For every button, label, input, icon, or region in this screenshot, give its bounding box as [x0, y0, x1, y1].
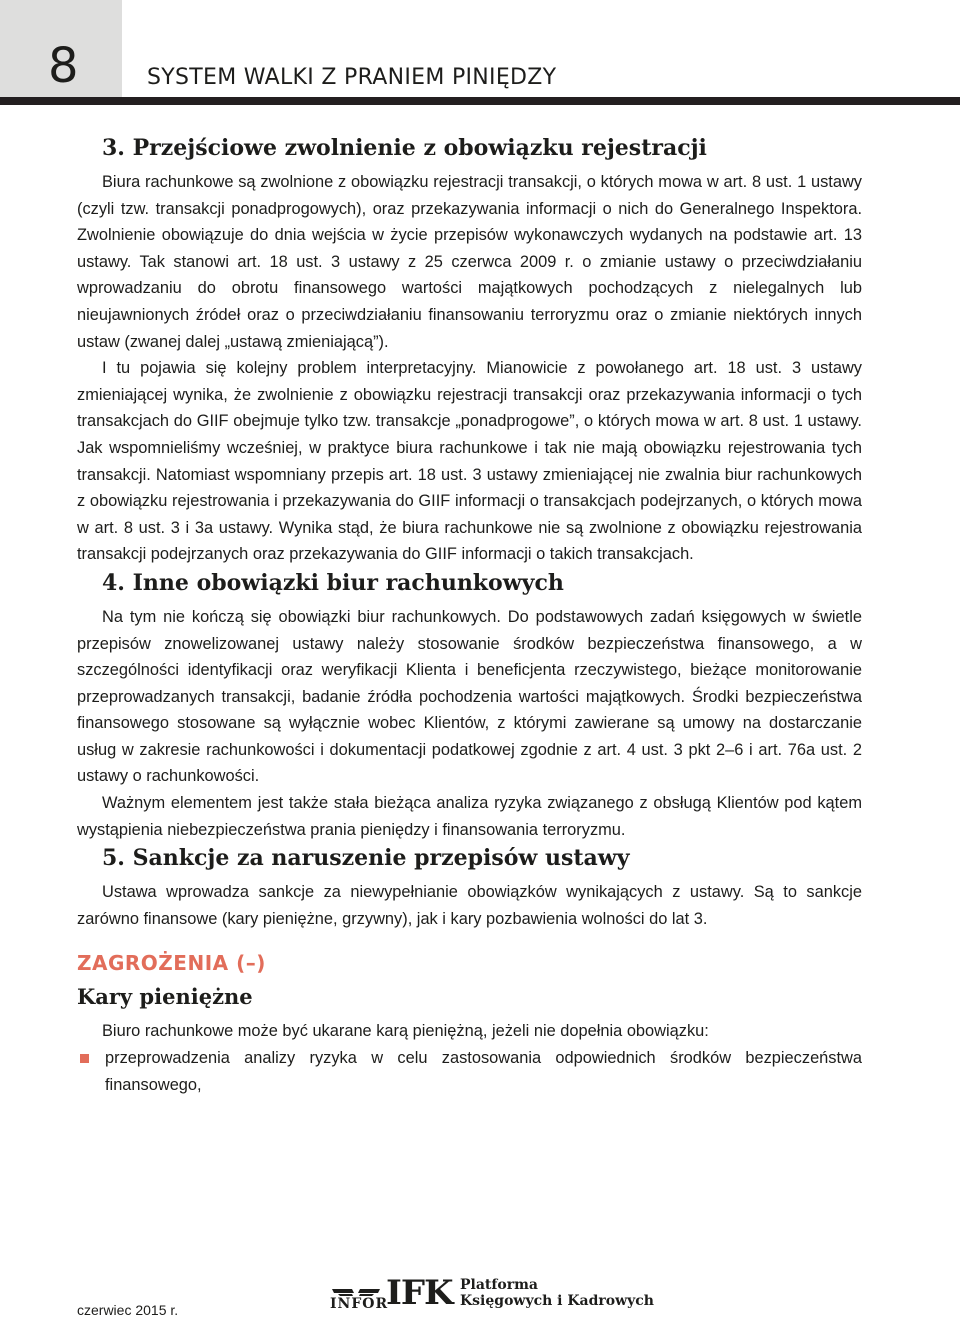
penalties-intro: Biuro rachunkowe może być ukarane karą pieniężną, jeżeli nie dopełnia obowiązku: [102, 1022, 709, 1041]
penalties-list [77, 1045, 862, 1098]
footer-date: czerwiec 2015 r. [77, 1302, 179, 1318]
section-5-paragraph-1: Ustawa wprowadza sankcje za niewypełnianie obowiązków wynikających z ustawy. Są to sankcje zarówno finansowe (kary pieniężne, grzywny), jak i kary pozbawienia wolności do lat 3. [77, 883, 862, 928]
publisher-logo [330, 1273, 654, 1313]
list-item-text: przeprowadzenia analizy ryzyka w celu zastosowania odpowiednich środków bezpieczeństwa finansowego, [105, 1049, 862, 1094]
threats-label: ZAGROŻENIA (–) [77, 951, 266, 976]
square-bullet-icon [80, 1054, 89, 1063]
section-5-title: 5. Sankcje za naruszenie przepisów ustawy [102, 845, 630, 872]
section-4-paragraph-1: Na tym nie kończą się obowiązki biur rachunkowych. Do podstawowych zadań księgowych w świetle przepisów znowelizowanej ustawy należy stosowanie środków bezpieczeństwa finansowego, a w szczególności identyfikacji oraz weryfikacji Klienta i beneficjenta rzeczywistego, bieżące monitorowanie przeprowadzanych transakcji, badanie źródła pochodzenia wartości majątkowych. Środki bezpieczeństwa finansowego stosowane są wyłącznie wobec Klientów, z którymi zawierane są umowy na dostarczanie usług w zakresie rachunkowości i dokumentacji podatkowej zgodnie z art. 4 ust. 3 pkt 2–6 i art. 76a ust. 2 ustawy o rachunkowości. [77, 607, 862, 786]
penalties-subtitle: Kary pieniężne [77, 984, 253, 1010]
running-title: SYSTEM WALKI Z PRANIEM PINIĘDZY [147, 65, 557, 90]
section-3-paragraph-1: Biura rachunkowe są zwolnione z obowiązku rejestracji transakcji, o których mowa w art. 8 ust. 1 ustawy (czyli tzw. transakcji ponadprogowych), oraz przekazywania informacji o nich do Generalnego Inspektora. Zwolnienie obowiązuje do dnia wejścia w życie przepisów wykonawczych wydanych na podstawie art. 13 ustawy. Tak stanowi art. 18 ust. 3 ustawy z 25 czerwca 2009 r. o zmianie ustawy o przeciwdziałaniu wprowadzaniu do obrotu finansowego wartości majątkowych pochodzących z nielegalnych lub nieujawnionych źródeł oraz o przeciwdziałaniu finansowaniu terroryzmu oraz o zmianie niektórych innych ustaw (zwanej dalej „ustawą zmieniającą”). [77, 173, 862, 351]
page-number: 8 [0, 0, 122, 97]
section-3-paragraph-2: I tu pojawia się kolejny problem interpretacyjny. Mianowicie z powołanego art. 18 ust. 3 ustawy zmieniającej wynika, że zwolnienie z obowiązku rejestracji transakcji oraz przekazywania informacji o tych transakcjach do GIIF obejmuje tylko tzw. transakcje „ponadprogowe”, o których mowa w art. 8 ust. 1 ustawy. Jak wspomnieliśmy wcześniej, w praktyce biura rachunkowe i tak nie mają obowiązku rejestrowania tych transakcji. Natomiast wspomniany przepis art. 18 ust. 3 ustawy zmieniającej nie zwalnia biur rachunkowych z obowiązku rejestrowania i przekazywania do GIIF informacji o transakcjach podejrzanych, o których mowa w art. 8 ust. 3 i 3a ustawy. Wynika stąd, że biura rachunkowe nie są zwolnione z obowiązku rejestrowania transakcji podejrzanych oraz przekazywania do GIIF informacji o takich transakcjach. [77, 359, 862, 564]
page-content [77, 133, 862, 1098]
logo-infor-text: INFOR [330, 1296, 389, 1312]
list-item [77, 1045, 862, 1098]
logo-ifk-text: IFK [386, 1273, 453, 1313]
header-rule [0, 97, 960, 105]
section-4-paragraph-2: Ważnym elementem jest także stała bieżąca analiza ryzyka związanego z obsługą Klientów pod kątem wystąpienia niebezpieczeństwa prania pieniędzy i finansowania terroryzmu. [77, 794, 862, 839]
logo-line-1: Platforma [460, 1277, 539, 1293]
logo-line-2: Księgowych i Kadrowych [460, 1293, 654, 1309]
section-4-title: 4. Inne obowiązki biur rachunkowych [102, 569, 564, 596]
section-3-title: 3. Przejściowe zwolnienie z obowiązku rejestracji [102, 135, 707, 161]
